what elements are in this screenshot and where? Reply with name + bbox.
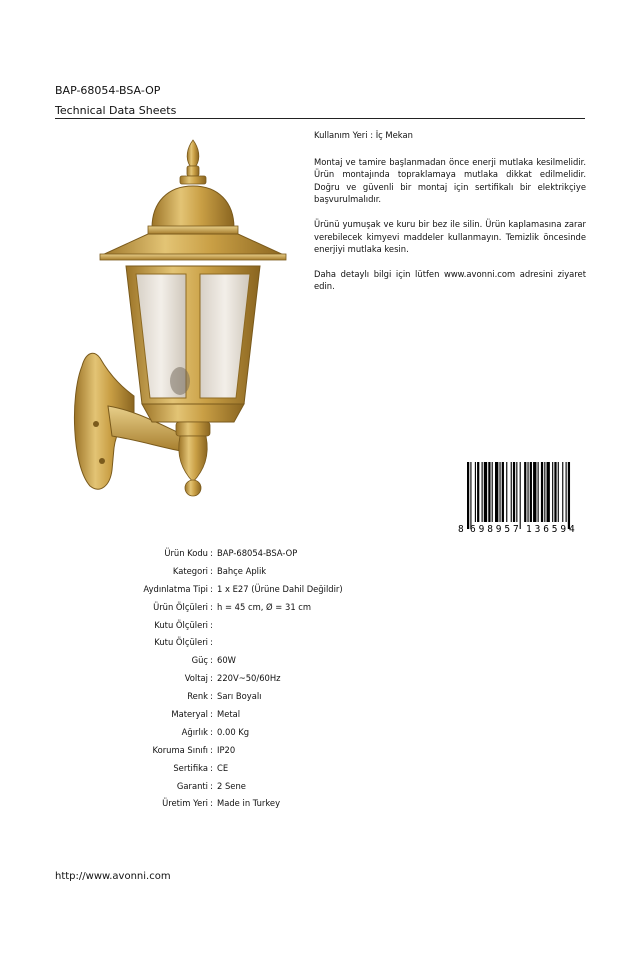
spec-value: Sarı Boyalı: [217, 691, 262, 702]
barcode-bar: [477, 462, 479, 522]
spec-value: Bahçe Aplik: [217, 565, 267, 576]
usage-place: Kullanım Yeri : İç Mekan: [314, 130, 413, 140]
barcode-bar: [520, 462, 521, 529]
spec-label: Koruma Sınıfı: [152, 744, 208, 755]
spec-row: [60, 777, 460, 795]
barcode-digit: 9: [495, 524, 502, 534]
spec-value: 1 x E27 (Ürüne Dahil Değildir): [217, 583, 343, 594]
spec-separator: :: [210, 798, 213, 809]
spec-row: [60, 741, 460, 759]
spec-label: Ağırlık: [181, 726, 208, 737]
spec-row: [60, 651, 460, 669]
footer-url[interactable]: http://www.avonni.com: [55, 871, 171, 882]
barcode-bar: [524, 462, 526, 522]
spec-separator: :: [210, 619, 213, 630]
spec-row: [60, 580, 460, 598]
spec-label: Aydınlatma Tipi: [143, 583, 208, 594]
spec-label: Renk: [187, 691, 208, 702]
spec-row: [60, 759, 460, 777]
barcode-bar: [482, 462, 483, 522]
header-divider: [55, 118, 585, 119]
spec-separator: :: [210, 547, 213, 558]
spec-row: [60, 633, 460, 651]
spec-label: Ürün Kodu: [164, 547, 208, 558]
spec-row: [60, 705, 460, 723]
spec-separator: :: [210, 762, 213, 773]
barcode: [458, 462, 586, 534]
barcode-bar: [530, 462, 532, 522]
barcode-bar: [554, 462, 556, 522]
barcode-bar: [488, 462, 490, 522]
barcode-bar: [499, 462, 500, 522]
barcode-bar: [533, 462, 536, 522]
barcode-bar: [538, 462, 539, 522]
spec-label: Güç: [191, 655, 208, 666]
spec-value: CE: [217, 762, 229, 773]
document-subtitle: Technical Data Sheets: [55, 104, 177, 117]
spec-row: [60, 598, 460, 616]
barcode-bar: [547, 462, 550, 522]
spec-label: Kategori: [172, 565, 208, 576]
specifications-table: [60, 544, 460, 812]
spec-separator: :: [210, 601, 213, 612]
barcode-digit: 3: [534, 524, 541, 534]
spec-row: [60, 544, 460, 562]
barcode-bar: [544, 462, 545, 522]
spec-row: [60, 669, 460, 687]
spec-label: Kutu Ölçüleri: [154, 619, 208, 630]
barcode-bars: [467, 462, 570, 529]
barcode-digit: 9: [560, 524, 567, 534]
spec-label: Voltaj: [184, 673, 208, 684]
spec-separator: :: [210, 691, 213, 702]
barcode-digit: 4: [569, 524, 575, 534]
barcode-bar: [511, 462, 512, 522]
barcode-bar: [467, 462, 469, 529]
spec-separator: :: [210, 726, 213, 737]
barcode-digit: 8: [487, 524, 493, 534]
spec-label: Ürün Ölçüleri: [153, 601, 208, 612]
spec-value: 60W: [217, 655, 236, 666]
spec-separator: :: [210, 655, 213, 666]
barcode-bar: [484, 462, 487, 522]
barcode-bar: [470, 462, 471, 529]
spec-separator: :: [210, 708, 213, 719]
barcode-digit: 9: [478, 524, 485, 534]
spec-separator: :: [210, 565, 213, 576]
spec-separator: :: [210, 673, 213, 684]
spec-row: [60, 687, 460, 705]
spec-value: Metal: [217, 708, 241, 719]
more-info-note: Daha detaylı bilgi için lütfen www.avonni.com adresini ziyaret edin.: [314, 268, 586, 292]
spec-label: Üretim Yeri: [162, 798, 208, 809]
barcode-digit: 5: [504, 524, 511, 534]
barcode-digit: 6: [543, 524, 549, 534]
barcode-digit: 5: [551, 524, 558, 534]
spec-value: 220V~50/60Hz: [217, 673, 281, 684]
barcode-bar: [541, 462, 543, 522]
spec-label: Sertifika: [173, 762, 208, 773]
spec-value: 0.00 Kg: [217, 726, 250, 737]
barcode-digits: [458, 524, 575, 534]
barcode-bar: [513, 462, 515, 522]
barcode-bar: [492, 462, 493, 522]
barcode-digit: 6: [470, 524, 476, 534]
spec-label: Garanti: [176, 780, 208, 791]
spec-value: 2 Sene: [217, 780, 246, 791]
product-code-title: BAP-68054-BSA-OP: [55, 84, 161, 97]
spec-label: Kutu Ölçüleri: [154, 637, 208, 648]
spec-value: Made in Turkey: [217, 798, 281, 809]
spec-row: [60, 562, 460, 580]
spec-value: BAP-68054-BSA-OP: [217, 547, 298, 558]
document-header: [55, 84, 585, 118]
cleaning-instructions: Ürünü yumuşak ve kuru bir bez ile silin. Ürün kaplamasına zarar verebilecek kimyevi maddeler kullanmayın. Temizlik öncesinde enerjiyi mutlaka kesin.: [314, 218, 586, 255]
usage-notes: [314, 129, 586, 305]
barcode-bar: [527, 462, 528, 522]
barcode-digit: 1: [526, 524, 532, 534]
spec-value: h = 45 cm, Ø = 31 cm: [217, 601, 312, 612]
spec-row: [60, 794, 460, 812]
barcode-bar: [568, 462, 570, 529]
barcode-bar: [562, 462, 563, 522]
spec-separator: :: [210, 637, 213, 648]
installation-warning: Montaj ve tamire başlanmadan önce enerji mutlaka kesilmelidir. Ürün montajında topraklamaya mutlaka dikkat edilmelidir. Doğru ve güvenli bir montaj için sertifikalı bir elektrikçiye başvurulmalıdır.: [314, 156, 586, 205]
spec-label: Materyal: [171, 708, 208, 719]
spec-row: [60, 616, 460, 634]
barcode-digit: 7: [513, 524, 519, 534]
lamp-product-image: [68, 136, 290, 500]
barcode-bar: [495, 462, 498, 522]
barcode-digit: 8: [458, 524, 464, 534]
spec-value: IP20: [217, 744, 236, 755]
barcode-bar: [516, 462, 517, 522]
spec-row: [60, 723, 460, 741]
barcode-bar: [506, 462, 507, 522]
spec-separator: :: [210, 780, 213, 791]
barcode-bar: [558, 462, 559, 522]
spec-separator: :: [210, 583, 213, 594]
barcode-bar: [552, 462, 553, 522]
barcode-bar: [502, 462, 504, 522]
spec-separator: :: [210, 744, 213, 755]
barcode-bar: [566, 462, 567, 522]
barcode-bar: [475, 462, 476, 522]
